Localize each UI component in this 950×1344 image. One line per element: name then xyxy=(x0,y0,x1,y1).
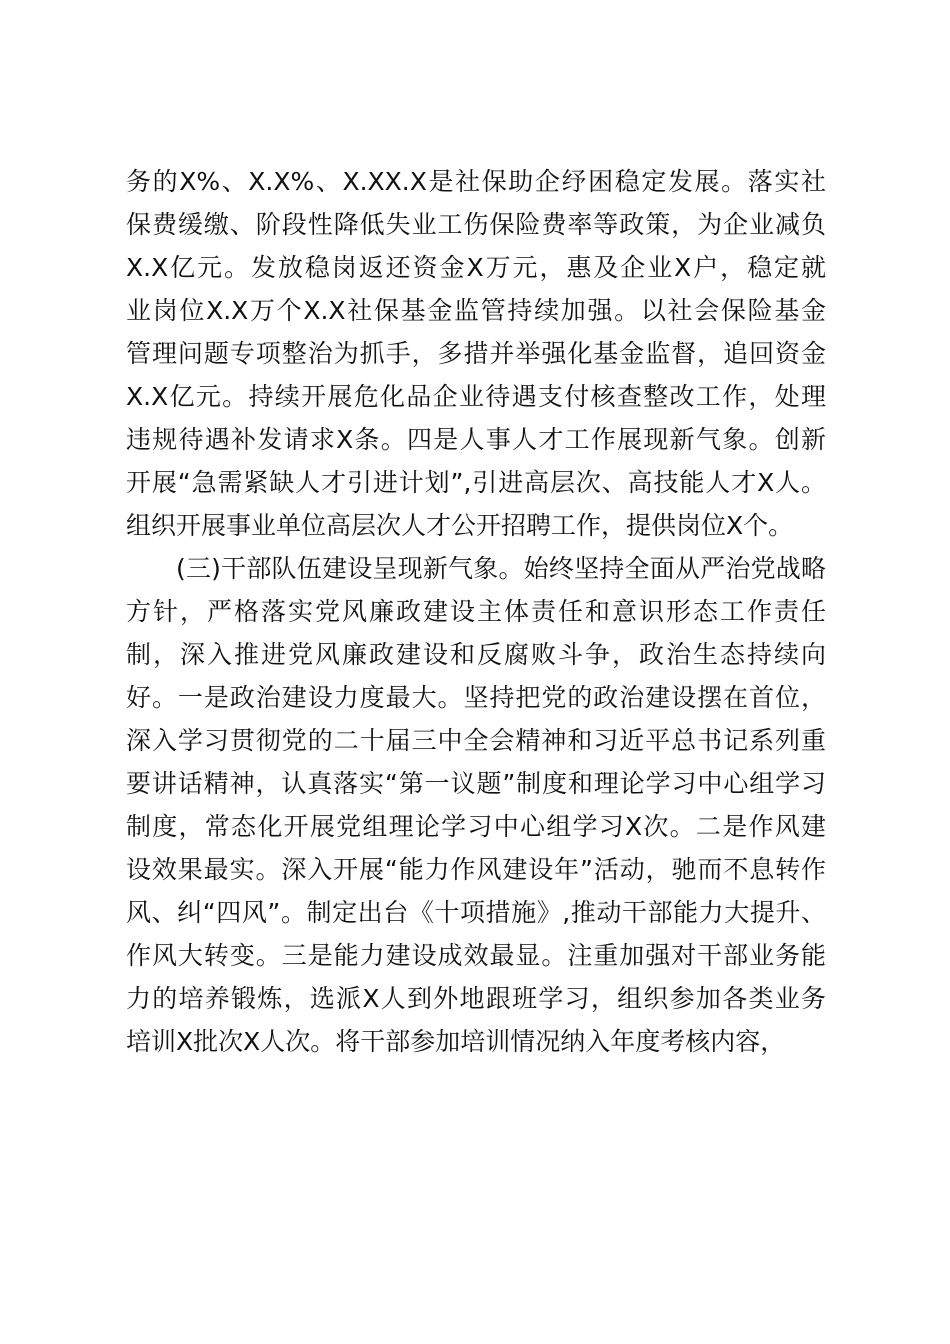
text-line: X.X亿元。发放稳岗返还资金X万元，惠及企业X户，稳定就 xyxy=(126,253,826,282)
text-line: 力的培养锻炼，选派X人到外地跟班学习，组织参加各类业务 xyxy=(126,984,826,1013)
text-line: 管理问题专项整治为抓手，多措并举强化基金监督，追回资金 xyxy=(126,339,826,368)
text-line: 风、纠“四风”。制定出台《十项措施》,推动干部能力大提升、 xyxy=(126,898,826,927)
body-text xyxy=(126,160,826,1063)
text-line: 作风大转变。三是能力建设成效最显。注重加强对干部业务能 xyxy=(126,941,826,970)
text-line: 制，深入推进党风廉政建设和反腐败斗争，政治生态持续向 xyxy=(126,640,826,669)
text-line: 组织开展事业单位高层次人才公开招聘工作，提供岗位X个。 xyxy=(126,511,794,540)
text-line: 培训X批次X人次。将干部参加培训情况纳入年度考核内容， xyxy=(126,1027,786,1056)
text-line: 开展“急需紧缺人才引进计划”,引进高层次、高技能人才X人。 xyxy=(126,468,826,497)
text-line: 业岗位X.X万个X.X社保基金监管持续加强。以社会保险基金 xyxy=(126,296,826,325)
text-line: 要讲话精神，认真落实“第一议题”制度和理论学习中心组学习 xyxy=(126,769,826,798)
text-line: 深入学习贯彻党的二十届三中全会精神和习近平总书记系列重 xyxy=(126,726,826,755)
text-line: 设效果最实。深入开展“能力作风建设年”活动，驰而不息转作 xyxy=(126,855,826,884)
text-line: 好。一是政治建设力度最大。坚持把党的政治建设摆在首位， xyxy=(126,683,826,712)
text-line: X.X亿元。持续开展危化品企业待遇支付核查整改工作，处理 xyxy=(126,382,826,411)
text-line: 制度，常态化开展党组理论学习中心组学习X次。二是作风建 xyxy=(126,812,826,841)
section-heading-line: (三)干部队伍建设呈现新气象。始终坚持全面从严治党战略 xyxy=(176,554,826,583)
text-line: 保费缓缴、阶段性降低失业工伤保险费率等政策，为企业减负 xyxy=(126,210,826,239)
text-line: 方针，严格落实党风廉政建设主体责任和意识形态工作责任 xyxy=(126,597,826,626)
text-line: 务的X%、X.X%、X.XX.X是社保助企纾困稳定发展。落实社 xyxy=(126,167,826,196)
text-line: 违规待遇补发请求X条。四是人事人才工作展现新气象。创新 xyxy=(126,425,826,454)
